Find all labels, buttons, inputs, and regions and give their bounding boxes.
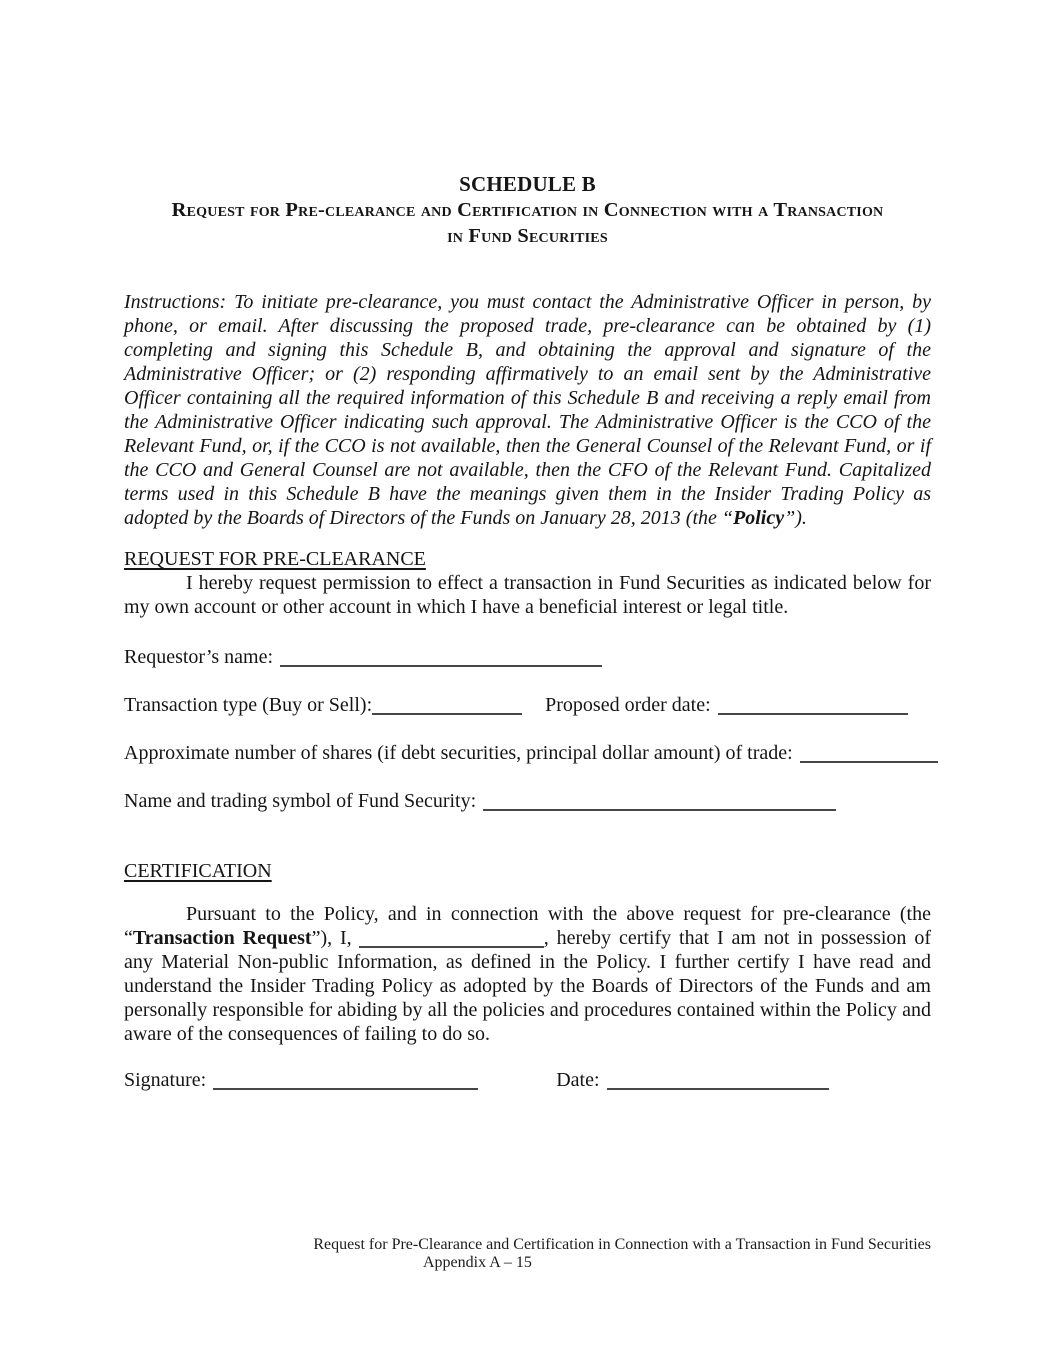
certification-text-mid: ”), I, [311,927,352,949]
date-blank [607,1069,829,1090]
policy-defined-term: Policy [733,507,785,529]
transaction-type-label: Transaction type (Buy or Sell): [124,694,373,716]
instructions-text-end: ”). [784,507,807,529]
date-label: Date: [556,1069,600,1091]
certification-text-start: Pursuant to the Policy, and in connection with the above request for pre-clearance (the “ [124,903,931,949]
certification-section [124,859,931,1046]
preclearance-heading: REQUEST FOR PRE-CLEARANCE [124,548,426,570]
footer-document-title: Request for Pre-Clearance and Certification in Connection with a Transaction in Fund Securities [313,1236,931,1253]
shares-label: Approximate number of shares (if debt securities, principal dollar amount) of trade: [124,742,793,764]
document-subtitle-line2: in Fund Securities [447,225,608,247]
fund-security-row [124,789,931,813]
certification-paragraph [124,902,931,1046]
transaction-type-row [124,693,931,717]
transaction-type-blank [372,694,522,715]
proposed-order-date-blank [718,694,908,715]
transaction-request-defined-term: Transaction Request [132,927,312,949]
requestor-name-row [124,645,931,669]
requestor-name-blank [280,646,602,667]
shares-blank [800,742,938,763]
preclearance-paragraph: I hereby request permission to effect a transaction in Fund Securities as indicated below for my own account or other account in which I have a beneficial interest or legal title. [124,572,931,618]
proposed-order-date-label: Proposed order date: [545,694,711,716]
signature-blank [213,1069,478,1090]
page-footer [124,1236,931,1271]
title-block [124,172,931,249]
instructions-text: Instructions: To initiate pre-clearance, you must contact the Administrative Officer in person, by phone, or email. After discussing the proposed trade, pre-clearance can be obtained by (1) completing and signing this Schedule B, and obtaining the approval and signature of the Administrative Officer; or (2) responding affirmatively to an email sent by the Administrative Officer containing all the required information of this Schedule B and receiving a reply email from the Administrative Officer indicating such approval. The Administrative Officer is the CCO of the Relevant Fund, or, if the CCO is not available, then the General Counsel of the Relevant Fund, or if the CCO and General Counsel are not available, then the CFO of the Relevant Fund. Capitalized terms used in this Schedule B have the meanings given them in the Insider Trading Policy as adopted by the Boards of Directors of the Funds on January 28, 2013 (the “ [124,291,931,529]
preclearance-section [124,547,931,619]
schedule-title: SCHEDULE B [459,172,596,196]
shares-row [124,741,931,765]
fund-security-label: Name and trading symbol of Fund Security: [124,790,477,812]
signature-row [124,1068,931,1092]
requestor-name-label: Requestor’s name: [124,646,274,668]
signature-label: Signature: [124,1069,207,1091]
fund-security-blank [483,790,836,811]
certification-text-end: , hereby certify that I am not in possession of any Material Non-public Information, as defined in the Policy. I further certify I have read and understand the Insider Trading Policy as adopted by the Boards of Directors of the Funds and am personally responsible for abiding by all the policies and procedures contained within the Policy and aware of the consequences of failing to do so. [124,927,931,1045]
certifier-name-blank [359,927,544,948]
footer-page-number: Appendix A – 15 [423,1253,532,1271]
document-subtitle-line1: Request for Pre-clearance and Certification in Connection with a Transaction [171,199,884,221]
instructions-paragraph [124,290,931,530]
certification-heading: CERTIFICATION [124,860,272,882]
